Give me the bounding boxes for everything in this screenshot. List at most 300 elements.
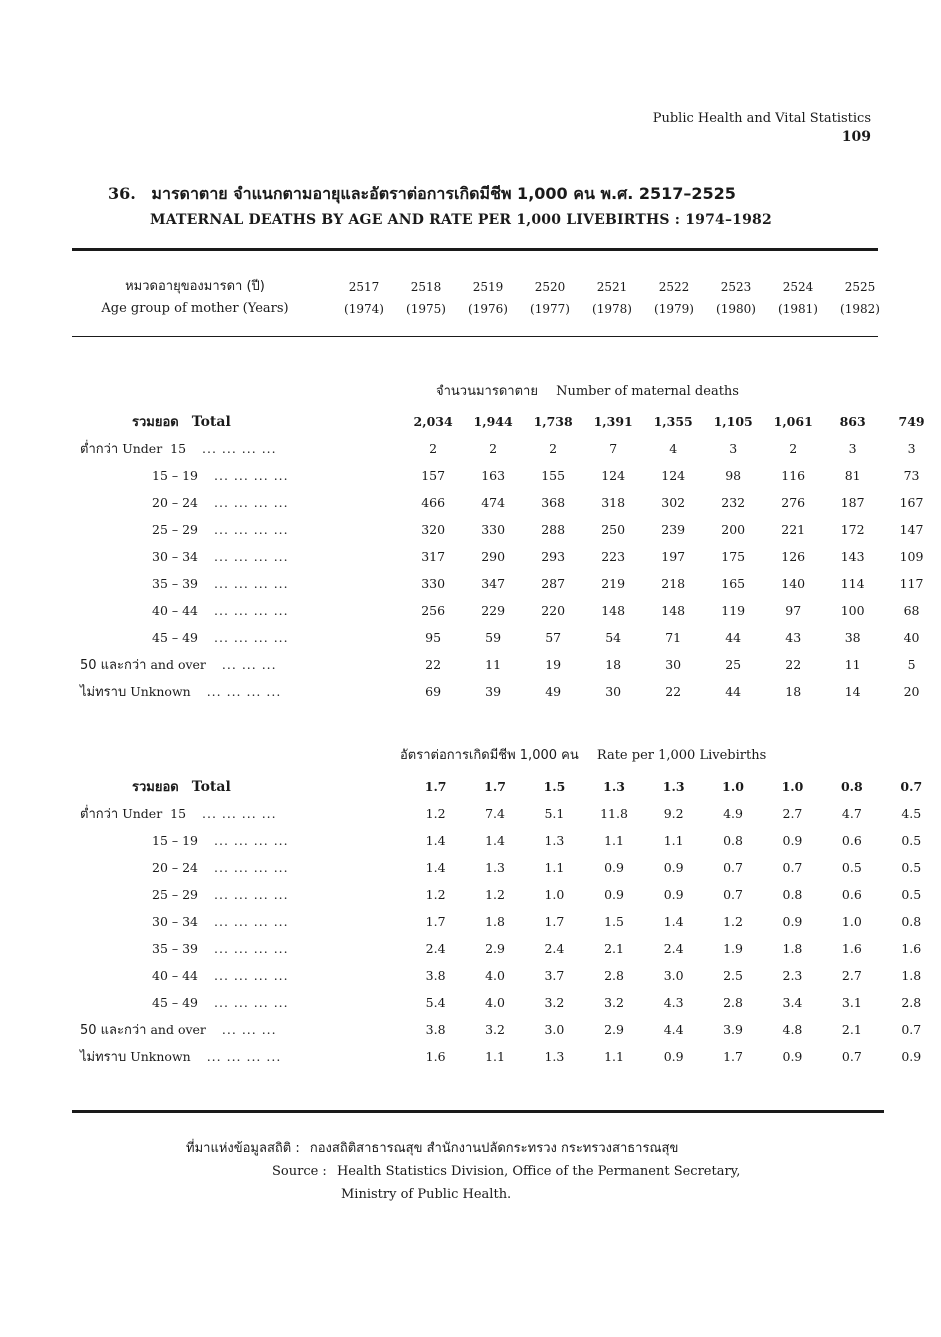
- cell-2524: 4.7: [841, 806, 862, 821]
- leader-dots: ... ... ... ...: [214, 860, 289, 875]
- table-row: [70, 854, 941, 881]
- cell-2518: 1.1: [485, 1049, 505, 1064]
- source-line-1: Health Statistics Division, Office of the Permanent Secretary,: [336, 1164, 741, 1179]
- cell-2518: 11: [485, 657, 502, 672]
- row-label-thai: ต่ำกว่า: [80, 807, 119, 822]
- cell-2518: 330: [481, 522, 506, 537]
- stub-header-english: Age group of mother (Years): [101, 301, 289, 316]
- table-title-english: MATERNAL DEATHS BY AGE AND RATE PER 1,000 LIVEBIRTHS : 1974–1982: [150, 212, 772, 228]
- cell-2524: 143: [840, 549, 865, 564]
- leader-dots: ... ... ... ...: [206, 684, 282, 699]
- leader-dots: ... ... ... ...: [206, 1049, 282, 1064]
- year-ce: (1978): [592, 302, 632, 316]
- year-be: 2521: [596, 280, 628, 294]
- cell-2523: 2.3: [782, 968, 803, 983]
- cell-2524: 187: [840, 495, 865, 510]
- cell-2525: 73: [903, 468, 920, 483]
- cell-2523: 2: [789, 441, 798, 456]
- cell-2517: 320: [421, 522, 446, 537]
- cell-2525: 749: [898, 414, 925, 429]
- rate-table: [70, 773, 941, 1070]
- leader-dots: ... ... ... ...: [214, 630, 289, 645]
- cell-2517: 2.4: [425, 941, 446, 956]
- cell-2525: 1.8: [901, 968, 922, 983]
- row-label: [70, 597, 403, 624]
- cell-2521: 1,355: [653, 414, 693, 429]
- cell-2522: 1.2: [723, 914, 743, 929]
- cell-2517: 3.8: [425, 1022, 446, 1037]
- cell-2521: 124: [661, 468, 686, 483]
- year-ce: (1981): [778, 302, 818, 316]
- section-title-rate-thai: อัตราต่อการเกิดมีชีพ 1,000 คน: [400, 748, 579, 763]
- row-label: [70, 800, 406, 827]
- table-row: [70, 651, 941, 678]
- row-label-thai: ต่ำกว่า: [80, 442, 119, 457]
- leader-dots: ... ... ... ...: [214, 995, 289, 1010]
- year-header-2522: [642, 276, 706, 320]
- year-be: 2524: [782, 280, 814, 294]
- table-row: [70, 935, 941, 962]
- row-label-english: Total: [191, 414, 231, 430]
- cell-2520: 1.1: [604, 1049, 624, 1064]
- cell-2518: 7.4: [485, 806, 505, 821]
- cell-2523: 0.9: [782, 833, 803, 848]
- row-label: [70, 962, 406, 989]
- cell-2524: 11: [844, 657, 861, 672]
- row-label: [70, 827, 406, 854]
- source-text-thai: กองสถิติสาธารณสุข สำนักงานปลัดกระทรวง กระทรวงสาธารณสุข: [309, 1141, 679, 1156]
- row-label-english: 30 – 34: [152, 549, 199, 564]
- cell-2520: 223: [601, 549, 626, 564]
- cell-2521: 1.3: [662, 779, 685, 794]
- cell-2525: 40: [903, 630, 920, 645]
- leader-dots: ... ... ... ...: [214, 887, 289, 902]
- row-label-thai: รวมยอด: [132, 415, 179, 430]
- table-number: 36.: [108, 184, 136, 203]
- year-ce: (1977): [530, 302, 570, 316]
- source-label-thai: ที่มาแห่งข้อมูลสถิติ :: [186, 1141, 300, 1156]
- year-header-2523: [704, 276, 768, 320]
- cell-2522: 232: [721, 495, 746, 510]
- leader-dots: ... ... ...: [221, 657, 277, 672]
- row-label: [70, 408, 403, 435]
- year-header-2518: [394, 276, 458, 320]
- cell-2524: 1.6: [841, 941, 862, 956]
- cell-2519: 1.3: [544, 1049, 565, 1064]
- row-label-english: Total: [191, 779, 231, 795]
- cell-2520: 54: [605, 630, 622, 645]
- cell-2523: 3.4: [782, 995, 803, 1010]
- running-head-title: Public Health and Vital Statistics: [652, 111, 871, 126]
- row-label: [70, 570, 403, 597]
- cell-2521: 2.4: [663, 941, 684, 956]
- year-header-2519: [456, 276, 520, 320]
- cell-2522: 0.7: [723, 887, 743, 902]
- cell-2523: 1.0: [781, 779, 804, 794]
- cell-2525: 2.8: [901, 995, 922, 1010]
- cell-2520: 30: [605, 684, 622, 699]
- row-label-english: 25 – 29: [152, 887, 199, 902]
- cell-2520: 3.2: [604, 995, 624, 1010]
- cell-2519: 19: [545, 657, 562, 672]
- cell-2519: 287: [541, 576, 566, 591]
- cell-2523: 1,061: [773, 414, 813, 429]
- cell-2524: 3: [848, 441, 857, 456]
- row-label-english: 15 – 19: [152, 468, 199, 483]
- year-header-2524: [766, 276, 830, 320]
- cell-2525: 3: [907, 441, 916, 456]
- row-label: [70, 624, 403, 651]
- cell-2518: 3.2: [485, 1022, 505, 1037]
- cell-2519: 155: [541, 468, 566, 483]
- row-label-thai: 50 และกว่า: [80, 1023, 147, 1038]
- cell-2518: 1.2: [485, 887, 505, 902]
- year-be: 2520: [534, 280, 566, 294]
- leader-dots: ... ... ... ...: [202, 806, 277, 821]
- row-label-english: 25 – 29: [152, 522, 199, 537]
- cell-2519: 368: [541, 495, 566, 510]
- cell-2523: 0.9: [782, 914, 803, 929]
- cell-2521: 22: [665, 684, 682, 699]
- cell-2518: 163: [481, 468, 506, 483]
- cell-2520: 0.9: [604, 887, 624, 902]
- cell-2518: 4.0: [485, 968, 505, 983]
- row-label-english: 40 – 44: [152, 603, 199, 618]
- cell-2521: 218: [661, 576, 686, 591]
- year-header-2517: [332, 276, 396, 320]
- row-label-english: 30 – 34: [152, 914, 199, 929]
- row-label: [70, 1016, 406, 1043]
- cell-2522: 3: [729, 441, 738, 456]
- cell-2524: 2.7: [841, 968, 862, 983]
- year-ce: (1975): [406, 302, 446, 316]
- cell-2522: 44: [725, 684, 742, 699]
- cell-2522: 165: [721, 576, 746, 591]
- cell-2521: 4: [669, 441, 678, 456]
- cell-2517: 317: [421, 549, 446, 564]
- cell-2519: 1.1: [544, 860, 565, 875]
- cell-2520: 2.1: [604, 941, 624, 956]
- year-header-2521: [580, 276, 644, 320]
- row-label: [70, 651, 403, 678]
- row-label: [70, 881, 406, 908]
- row-label-english: 35 – 39: [152, 576, 199, 591]
- year-be: 2517: [348, 280, 380, 294]
- cell-2523: 221: [781, 522, 806, 537]
- section-title-rate: [400, 744, 766, 765]
- bottom-rule: [72, 1110, 884, 1113]
- cell-2523: 0.8: [782, 887, 803, 902]
- cell-2518: 1.4: [485, 833, 505, 848]
- cell-2521: 0.9: [663, 887, 684, 902]
- cell-2523: 0.9: [782, 1049, 803, 1064]
- cell-2518: 2: [489, 441, 498, 456]
- cell-2519: 288: [541, 522, 566, 537]
- cell-2524: 0.8: [840, 779, 863, 794]
- leader-dots: ... ... ... ...: [214, 495, 289, 510]
- row-label-english: Under 15: [122, 441, 187, 456]
- year-ce: (1979): [654, 302, 694, 316]
- cell-2518: 474: [481, 495, 506, 510]
- row-label-english: and over: [150, 657, 206, 672]
- cell-2518: 1.8: [485, 914, 505, 929]
- cell-2518: 290: [481, 549, 506, 564]
- cell-2517: 157: [421, 468, 446, 483]
- cell-2521: 4.3: [663, 995, 684, 1010]
- leader-dots: ... ... ... ...: [214, 941, 289, 956]
- cell-2522: 0.8: [723, 833, 743, 848]
- cell-2522: 1.7: [723, 1049, 743, 1064]
- cell-2517: 1.2: [425, 806, 446, 821]
- cell-2517: 1.7: [425, 914, 446, 929]
- leader-dots: ... ... ... ...: [214, 522, 289, 537]
- row-label-english: Under 15: [122, 806, 187, 821]
- leader-dots: ... ... ...: [221, 1022, 277, 1037]
- cell-2518: 4.0: [485, 995, 505, 1010]
- cell-2522: 2.8: [723, 995, 743, 1010]
- source-line-2: Ministry of Public Health.: [341, 1187, 512, 1202]
- year-ce: (1980): [716, 302, 756, 316]
- cell-2519: 2.4: [544, 941, 565, 956]
- cell-2520: 124: [601, 468, 626, 483]
- table-row: [70, 435, 941, 462]
- cell-2522: 98: [725, 468, 742, 483]
- year-ce: (1976): [468, 302, 508, 316]
- row-label: [70, 773, 406, 800]
- cell-2522: 0.7: [723, 860, 743, 875]
- cell-2525: 0.5: [901, 833, 922, 848]
- cell-2521: 4.4: [663, 1022, 684, 1037]
- cell-2519: 49: [545, 684, 562, 699]
- total-row: [70, 408, 941, 435]
- cell-2522: 1.0: [722, 779, 744, 794]
- cell-2517: 2: [429, 441, 438, 456]
- row-label: [70, 854, 406, 881]
- table-title-thai-text: มารดาตาย จำแนกตามอายุและอัตราต่อการเกิดมีชีพ 1,000 คน พ.ศ. 2517–2525: [151, 184, 736, 203]
- row-label: [70, 1043, 406, 1070]
- cell-2524: 0.6: [841, 833, 862, 848]
- cell-2525: 147: [899, 522, 924, 537]
- year-be: 2525: [844, 280, 876, 294]
- source-label-english: Source :: [272, 1164, 327, 1179]
- cell-2520: 318: [601, 495, 626, 510]
- row-label-english: 20 – 24: [152, 860, 199, 875]
- row-label-english: Unknown: [130, 1049, 191, 1064]
- cell-2517: 1.4: [425, 833, 446, 848]
- cell-2522: 2.5: [723, 968, 743, 983]
- row-label: [70, 935, 406, 962]
- row-label-english: 20 – 24: [152, 495, 199, 510]
- cell-2523: 126: [781, 549, 806, 564]
- table-row: [70, 1043, 941, 1070]
- top-rule: [72, 248, 878, 251]
- cell-2521: 3.0: [663, 968, 684, 983]
- cell-2517: 2,034: [413, 414, 453, 429]
- cell-2522: 25: [725, 657, 742, 672]
- cell-2524: 0.5: [841, 860, 862, 875]
- cell-2519: 293: [541, 549, 566, 564]
- cell-2520: 1.3: [603, 779, 625, 794]
- cell-2520: 1,391: [593, 414, 633, 429]
- cell-2520: 148: [601, 603, 626, 618]
- row-label: [70, 989, 406, 1016]
- year-be: 2519: [472, 280, 504, 294]
- cell-2525: 0.5: [901, 887, 922, 902]
- cell-2525: 5: [907, 657, 916, 672]
- table-row: [70, 1016, 941, 1043]
- source-english: [272, 1164, 740, 1179]
- table-row: [70, 462, 941, 489]
- cell-2525: 167: [899, 495, 924, 510]
- row-label: [70, 489, 403, 516]
- leader-dots: ... ... ... ...: [214, 968, 289, 983]
- cell-2520: 1.5: [604, 914, 624, 929]
- cell-2522: 200: [721, 522, 746, 537]
- cell-2521: 0.9: [663, 1049, 684, 1064]
- cell-2524: 172: [840, 522, 865, 537]
- section-title-deaths-english: Number of maternal deaths: [556, 384, 739, 399]
- cell-2520: 219: [601, 576, 626, 591]
- cell-2520: 0.9: [604, 860, 624, 875]
- table-row: [70, 678, 941, 705]
- stub-header-thai: หมวดอายุของมารดา (ปี): [125, 279, 265, 294]
- cell-2519: 220: [541, 603, 566, 618]
- table-row: [70, 989, 941, 1016]
- row-label-english: 45 – 49: [152, 630, 199, 645]
- section-title-rate-english: Rate per 1,000 Livebirths: [596, 748, 767, 763]
- cell-2523: 18: [785, 684, 802, 699]
- cell-2520: 18: [605, 657, 622, 672]
- total-row: [70, 773, 941, 800]
- cell-2518: 229: [481, 603, 506, 618]
- cell-2525: 0.8: [901, 914, 922, 929]
- cell-2518: 2.9: [485, 941, 505, 956]
- cell-2522: 1,105: [713, 414, 753, 429]
- cell-2523: 2.7: [782, 806, 803, 821]
- cell-2525: 0.5: [901, 860, 922, 875]
- cell-2524: 2.1: [841, 1022, 862, 1037]
- leader-dots: ... ... ... ...: [214, 914, 289, 929]
- table-row: [70, 962, 941, 989]
- cell-2517: 3.8: [425, 968, 446, 983]
- year-be: 2523: [720, 280, 752, 294]
- table-row: [70, 543, 941, 570]
- table-row: [70, 881, 941, 908]
- cell-2524: 1.0: [841, 914, 862, 929]
- row-label-thai: 50 และกว่า: [80, 658, 147, 673]
- cell-2522: 44: [725, 630, 742, 645]
- table-row: [70, 489, 941, 516]
- leader-dots: ... ... ... ...: [214, 576, 289, 591]
- cell-2517: 1.6: [425, 1049, 446, 1064]
- cell-2517: 466: [421, 495, 446, 510]
- cell-2524: 100: [840, 603, 865, 618]
- cell-2517: 330: [421, 576, 446, 591]
- cell-2520: 11.8: [600, 806, 628, 821]
- row-label-thai: ไม่ทราบ: [80, 685, 127, 700]
- table-row: [70, 516, 941, 543]
- cell-2524: 863: [839, 414, 866, 429]
- cell-2525: 117: [899, 576, 924, 591]
- table-row: [70, 800, 941, 827]
- cell-2519: 3.7: [544, 968, 565, 983]
- cell-2518: 1,944: [473, 414, 513, 429]
- year-ce: (1982): [840, 302, 880, 316]
- cell-2522: 175: [721, 549, 746, 564]
- cell-2517: 1.2: [425, 887, 446, 902]
- cell-2518: 39: [485, 684, 502, 699]
- cell-2525: 4.5: [901, 806, 922, 821]
- header-rule: [72, 336, 878, 337]
- cell-2521: 1.4: [663, 914, 684, 929]
- cell-2519: 3.2: [544, 995, 565, 1010]
- cell-2517: 95: [425, 630, 442, 645]
- year-ce: (1974): [344, 302, 384, 316]
- cell-2519: 2: [549, 441, 558, 456]
- row-label: [70, 678, 403, 705]
- cell-2522: 4.9: [723, 806, 743, 821]
- cell-2520: 2.8: [604, 968, 624, 983]
- cell-2518: 59: [485, 630, 502, 645]
- cell-2519: 57: [545, 630, 562, 645]
- leader-dots: ... ... ... ...: [214, 549, 289, 564]
- cell-2520: 2.9: [604, 1022, 624, 1037]
- cell-2525: 0.7: [901, 1022, 922, 1037]
- row-label-english: 45 – 49: [152, 995, 199, 1010]
- cell-2524: 114: [840, 576, 865, 591]
- stub-header: [80, 276, 310, 320]
- row-label-english: Unknown: [130, 684, 191, 699]
- cell-2519: 1.7: [544, 914, 565, 929]
- cell-2517: 22: [425, 657, 442, 672]
- cell-2523: 276: [781, 495, 806, 510]
- table-row: [70, 908, 941, 935]
- cell-2518: 1.3: [485, 860, 505, 875]
- running-head: [653, 110, 871, 146]
- row-label: [70, 435, 403, 462]
- deaths-table: [70, 408, 941, 705]
- cell-2521: 148: [661, 603, 686, 618]
- cell-2523: 97: [785, 603, 802, 618]
- cell-2525: 68: [903, 603, 920, 618]
- cell-2519: 1.5: [543, 779, 566, 794]
- cell-2521: 30: [665, 657, 682, 672]
- cell-2519: 1.3: [544, 833, 565, 848]
- section-title-deaths-thai: จำนวนมารดาตาย: [436, 384, 538, 399]
- table-row: [70, 624, 941, 651]
- cell-2519: 1,738: [533, 414, 573, 429]
- cell-2520: 1.1: [604, 833, 624, 848]
- source-thai: [186, 1137, 678, 1158]
- cell-2525: 0.9: [901, 1049, 922, 1064]
- cell-2524: 3.1: [841, 995, 862, 1010]
- cell-2521: 71: [665, 630, 682, 645]
- cell-2521: 9.2: [663, 806, 684, 821]
- cell-2523: 43: [785, 630, 802, 645]
- leader-dots: ... ... ... ...: [202, 441, 277, 456]
- year-be: 2522: [658, 280, 690, 294]
- cell-2521: 302: [661, 495, 686, 510]
- cell-2523: 1.8: [782, 941, 803, 956]
- row-label-english: 15 – 19: [152, 833, 199, 848]
- cell-2519: 1.0: [544, 887, 565, 902]
- cell-2517: 1.4: [425, 860, 446, 875]
- page-number: 109: [841, 129, 871, 145]
- cell-2517: 5.4: [425, 995, 446, 1010]
- cell-2523: 0.7: [782, 860, 803, 875]
- cell-2521: 239: [661, 522, 686, 537]
- cell-2524: 14: [844, 684, 861, 699]
